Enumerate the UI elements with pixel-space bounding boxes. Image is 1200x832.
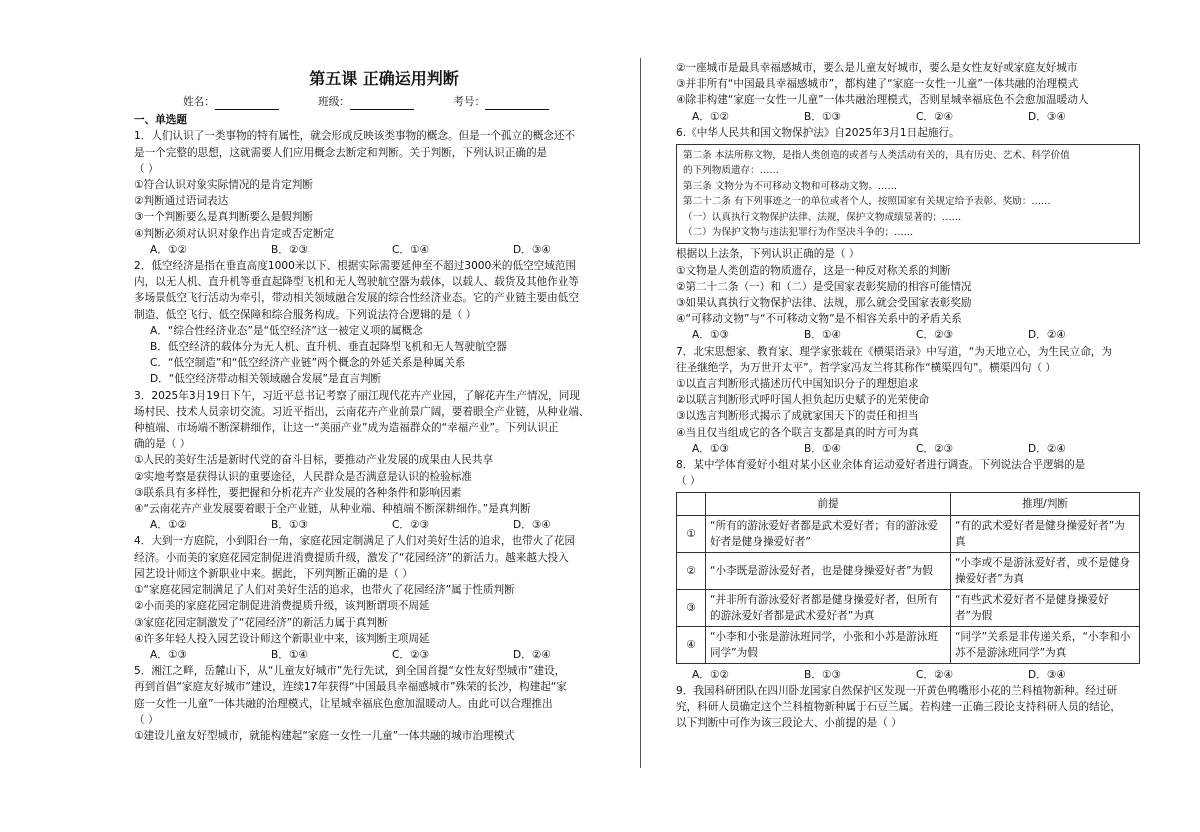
conclusion-cell: “小李或不是游泳爱好者，或不是健身操爱好者”为真 (950, 552, 1139, 589)
row-number: ③ (677, 589, 706, 626)
option-b[interactable]: B．①④ (804, 329, 841, 342)
conclusion-cell: “同学”关系是非传递关系，“小李和小苏不是游泳班同学”为真 (950, 626, 1139, 663)
option-c[interactable]: C．②③ (392, 519, 429, 532)
q9-line: 以下判断中可作为该三段论大、小前提的是（ ） (676, 717, 902, 730)
question-3 (134, 388, 634, 534)
q2-line: 制造、低空飞行、低空保障和综合服务构成。下列说法符合逻辑的是（ ） (134, 308, 477, 321)
row-number: ② (677, 552, 706, 589)
q3-statement: ②实地考察是获得认识的重要途径，人民群众是否满意是认识的检验标准 (134, 470, 472, 483)
q4-statement: ②小而美的家庭花园定制促进消费提质升级，该判断谓项不周延 (134, 600, 430, 613)
section-heading: 一、单选题 (134, 114, 187, 127)
q7-statement: ①以直言判断形式描述历代中国知识分子的理想追求 (676, 378, 919, 391)
question-9 (676, 683, 1140, 732)
q5-statement: ④除非构建“家庭一女性一儿童”一体共融治理模式，否则星城幸福底色不会愈加温暖动人 (676, 94, 1089, 107)
question-1 (134, 128, 634, 258)
q1-statement: ④判断必须对认识对象作出肯定或否定断定 (134, 227, 335, 240)
q8-options (676, 667, 1140, 683)
column-divider (640, 58, 641, 768)
law-line: 第二条 本法所称文物，是指人类创造的或者与人类活动有关的，具有历史、艺术、科学价值 (683, 150, 1070, 162)
table-row (677, 552, 1140, 589)
option-a[interactable]: A．“综合性经济业态”是“低空经济”这一被定义项的属概念 (150, 324, 423, 337)
question-8 (676, 457, 1140, 683)
student-info (134, 94, 634, 110)
q5-options (676, 109, 1140, 125)
q2-line: 多场景低空飞行活动为牵引，带动相关领域融合发展的综合性经济业态。它的产业链主要由低空 (134, 292, 579, 305)
q8-line: 8．某中学体育爱好小组对某小区业余体育运动爱好者进行调查。下列说法合乎逻辑的是 (676, 459, 1086, 472)
q5-statement: ②一座城市是最具幸福感城市，要么是儿童友好城市，要么是女性友好或家庭友好城市 (676, 62, 1078, 74)
option-b[interactable]: B．①③ (804, 110, 841, 123)
premise-cell: “小李既是游泳爱好者，也是健身操爱好者”为假 (706, 552, 951, 589)
premise-cell: “并非所有游泳爱好者都是健身操爱好者，但所有的游泳爱好者都是武术爱好者”为真 (706, 589, 951, 626)
table-row (677, 626, 1140, 663)
q4-statement: ④许多年轻人投入园艺设计师这个新职业中来，该判断主项周延 (134, 632, 430, 645)
option-b[interactable]: B．①④ (271, 648, 308, 661)
row-number: ④ (677, 626, 706, 663)
option-d[interactable]: D．③④ (513, 519, 551, 532)
q5-line: 再到首倡“家庭友好城市”建设，连续17年获得“中国最具幸福感城市”殊荣的长沙，构建起“家 (134, 681, 567, 694)
option-c[interactable]: C．①④ (392, 243, 429, 256)
q3-line: 确的是（ ） (134, 438, 191, 451)
table-row (677, 589, 1140, 626)
q6-line: 根据以上法条，下列认识正确的是（ ） (676, 248, 860, 261)
q4-statement: ①“家庭花园定制满足了人们对美好生活的追求，也带火了花园经济”属于性质判断 (134, 584, 515, 597)
option-b[interactable]: B．①③ (271, 519, 308, 532)
option-c[interactable]: C．②④ (916, 110, 953, 123)
q7-statement: ②以联言判断形式呼吁国人担负起历史赋予的光荣使命 (676, 394, 930, 407)
name-label: 姓名： (182, 96, 215, 108)
q1-line: （ ） (134, 162, 159, 175)
option-c[interactable]: C．②③ (916, 329, 953, 342)
question-2 (134, 258, 634, 388)
option-a[interactable]: A．①③ (692, 329, 729, 342)
option-d[interactable]: D．③④ (1028, 668, 1066, 681)
q4-line: 经济。小而美的家庭花园定制促进消费提质升级，激发了“花园经济”的新活力。越来越大投入 (134, 551, 569, 564)
table-header-row (677, 492, 1140, 515)
table-header-conclusion: 推理/判断 (950, 492, 1139, 515)
q3-statement: ③联系具有多样性，要把握和分析花卉产业发展的各种条件和影响因素 (134, 486, 462, 499)
option-c[interactable]: C．②③ (392, 648, 429, 661)
q6-line: 6.《中华人民共和国文物保护法》自2025年3月1日起施行。 (676, 126, 960, 139)
law-line: （二）为保护文物与违法犯罪行为作坚决斗争的；…… (683, 227, 914, 239)
option-c[interactable]: C．②③ (916, 442, 953, 455)
question-5 (134, 663, 634, 744)
row-number: ① (677, 515, 706, 552)
option-a[interactable]: A．①② (692, 668, 729, 681)
question-5-continued (676, 60, 1140, 125)
table-header-premise: 前提 (706, 492, 951, 515)
q7-options (676, 441, 1140, 457)
law-line: （一）认真执行文物保护法律、法规，保护文物成绩显著的；…… (683, 211, 962, 223)
option-d[interactable]: D．“低空经济带动相关领域融合发展”是直言判断 (150, 373, 382, 386)
q6-statement: ①文物是人类创造的物质遗存，这是一种反对称关系的判断 (676, 264, 951, 277)
q7-statement: ④当且仅当组成它的各个联言支都是真的时方可为真 (676, 426, 919, 439)
right-column (676, 60, 1140, 731)
option-d[interactable]: D．③④ (513, 243, 551, 256)
q7-statement: ③以选言判断形式揭示了成就家国天下的责任和担当 (676, 410, 919, 423)
q1-statement: ③一个判断要么是真判断要么是假判断 (134, 211, 313, 224)
class-label: 班级： (318, 96, 350, 108)
q3-line: 3．2025年3月19日下午，习近平总书记考察了丽江现代花卉产业园，了解花卉生产情况，同现 (134, 389, 580, 402)
logic-table (676, 492, 1140, 664)
q4-options (134, 647, 634, 663)
option-d[interactable]: D．②④ (1028, 442, 1066, 455)
q5-line: 庭一女性一儿童”一体共融的治理模式，让星城幸福底色愈加温暖动人。由此可以合理推出 (134, 697, 553, 710)
q1-options (134, 242, 634, 258)
q3-options (134, 517, 634, 533)
option-b[interactable]: B．低空经济的载体分为无人机、直升机、垂直起降型飞机和无人驾驶航空器 (150, 341, 507, 354)
premise-cell: “小李和小张是游泳班同学，小张和小苏是游泳班同学”为假 (706, 626, 951, 663)
table-row (677, 515, 1140, 552)
class-blank[interactable] (350, 98, 414, 110)
q5-statement: ③并非所有“中国最具幸福感城市”，都构建了“家庭一女性一儿童”一体共融的治理模式 (676, 78, 1079, 91)
q7-line: 往圣继绝学，为万世开太平”。哲学家冯友兰将其称作“横渠四句”。横渠四句（ ） (676, 361, 1057, 374)
q6-statement: ④“可移动文物”与“不可移动文物”是不相容关系中的矛盾关系 (676, 313, 962, 326)
option-b[interactable]: B．②③ (271, 243, 308, 256)
q9-line: 9．我国科研团队在四川卧龙国家自然保护区发现一开黄色鸭嘴形小花的兰科植物新种。经过研 (676, 684, 1118, 697)
exam-no-blank[interactable] (485, 98, 549, 110)
q8-line: （ ） (676, 475, 701, 488)
conclusion-cell: “有的武术爱好者是健身操爱好者”为真 (950, 515, 1139, 552)
option-d[interactable]: D．②④ (513, 648, 551, 661)
q7-line: 7．北宋思想家、教育家、理学家张载在《横渠语录》中写道，“为天地立心，为生民立命，为 (676, 345, 1112, 358)
left-column (134, 62, 634, 744)
table-header-empty (677, 492, 706, 515)
q5-line: （ ） (134, 713, 159, 726)
law-line: 第二十二条 有下列事迹之一的单位或者个人，按照国家有关规定给予表彰、奖励：…… (683, 196, 1051, 208)
q2-line: 2．低空经济是指在垂直高度1000米以下、根据实际需要延伸至不超过3000米的低空空域范围 (134, 260, 577, 273)
q1-statement: ②判断通过语词表达 (134, 195, 229, 208)
q3-statement: ④“云南花卉产业发展要着眼于全产业链，从种业端、种植端不断深耕细作。”是真判断 (134, 503, 531, 516)
option-a[interactable]: A．①② (150, 519, 187, 532)
name-blank[interactable] (215, 98, 279, 110)
q3-line: 场村民、技术人员亲切交流。习近平指出，云南花卉产业前景广阔，要着眼全产业链，从种业端、 (134, 405, 590, 418)
exam-no-label: 考号： (453, 96, 486, 108)
q4-statement: ③家庭花园定制激发了“花园经济”的新活力属于真判断 (134, 616, 388, 629)
q6-options (676, 327, 1140, 343)
q4-line: 4．大到一方庭院，小到阳台一角，家庭花园定制满足了人们对美好生活的追求，也带火了花园 (134, 535, 576, 548)
q3-line: 种植端、市场端不断深耕细作，让这一“美丽产业”成为造福群众的“幸福产业”。下列认识正 (134, 422, 559, 435)
question-7 (676, 344, 1140, 457)
q2-line: 内，以无人机、直升机等垂直起降型飞机和无人驾驶航空器为载体，以载人、载货及其他作业等 (134, 276, 579, 289)
option-b[interactable]: B．①③ (804, 668, 841, 681)
option-a[interactable]: A．①③ (692, 442, 729, 455)
q6-statement: ③如果认真执行文物保护法律、法规，那么就会受国家表彰奖励 (676, 297, 972, 310)
q1-statement: ①符合认识对象实际情况的是肯定判断 (134, 179, 313, 192)
q5-statement: ①建设儿童友好型城市，就能构建起“家庭一女性一儿童”一体共融的城市治理模式 (134, 729, 515, 742)
premise-cell: “所有的游泳爱好者都是武术爱好者；有的游泳爱好者是健身操爱好者” (706, 515, 951, 552)
option-d[interactable]: D．③④ (1028, 110, 1066, 123)
q3-statement: ①人民的美好生活是新时代党的奋斗目标，要推动产业发展的成果由人民共享 (134, 454, 494, 467)
law-excerpt-box (676, 144, 1140, 244)
question-4 (134, 533, 634, 663)
question-6 (676, 125, 1140, 344)
option-a[interactable]: A．①② (692, 110, 729, 123)
law-line: 的下列物质遗存：…… (683, 165, 779, 177)
q5-line: 5．湘江之畔，岳麓山下，从“儿童友好城市”先行先试，到全国首提“女性友好型城市”建设， (134, 665, 566, 678)
q1-line: 1．人们认识了一类事物的特有属性，就会形成反映该类事物的概念。但是一个孤立的概念还不 (134, 130, 576, 143)
conclusion-cell: “有些武术爱好者不是健身操爱好者”为假 (950, 589, 1139, 626)
page-title: 第五课 正确运用判断 (309, 69, 459, 88)
option-d[interactable]: D．②④ (1028, 329, 1066, 342)
option-b[interactable]: B．①④ (804, 442, 841, 455)
q4-line: 园艺设计师这个新职业中来。据此，下列判断正确的是（ ） (134, 567, 413, 580)
q9-line: 究，科研人员确定这个兰科植物新种属于石豆兰属。若构建一正确三段论支持科研人员的结论， (676, 700, 1121, 713)
option-c[interactable]: C．“低空制造”和“低空经济产业链”两个概念的外延关系是种属关系 (150, 357, 466, 370)
q1-line: 是一个完整的思想，这就需要人们应用概念去断定和判断。关于判断，下列认识正确的是 (134, 146, 548, 159)
q6-statement: ②第二十二条（一）和（二）是受国家表彰奖励的相容可能情况 (676, 280, 972, 293)
law-line: 第三条 文物分为不可移动文物和可移动文物。…… (683, 180, 898, 192)
option-a[interactable]: A．①② (150, 243, 187, 256)
option-a[interactable]: A．①③ (150, 648, 187, 661)
option-c[interactable]: C．②④ (916, 668, 953, 681)
